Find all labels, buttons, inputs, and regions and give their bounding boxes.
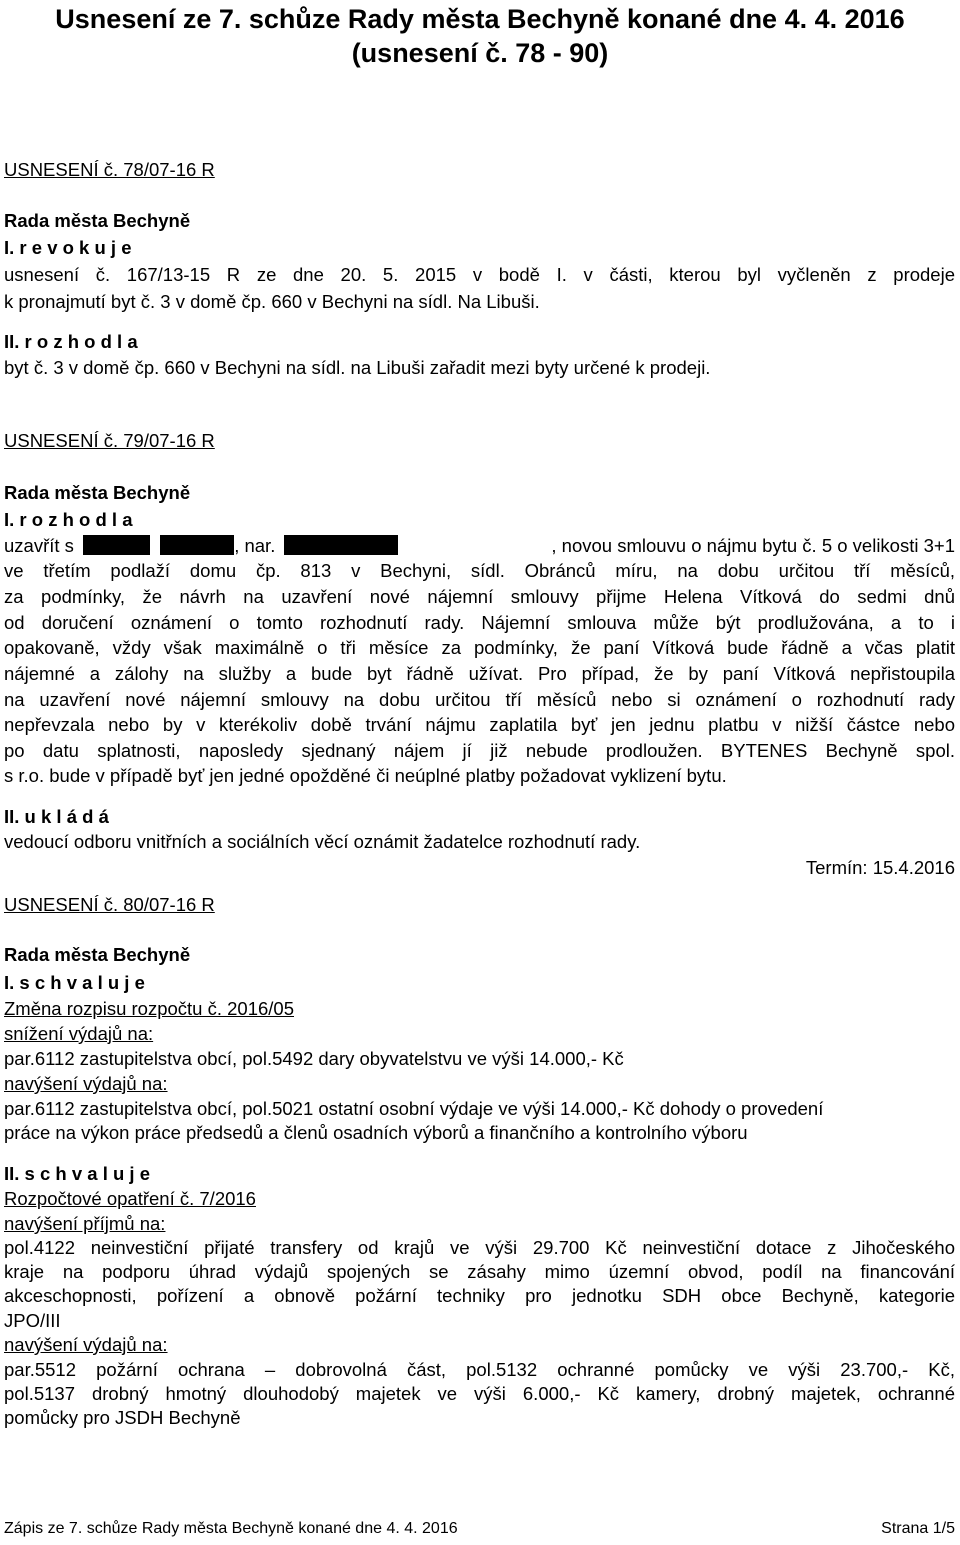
resolution-80-section2-label: II. s c h v a l u j e: [4, 1163, 151, 1184]
resolution-79-text-line: opakovaně, vždy však maximálně o tři měsíce za podmínky, že paní Vítková bude řádně a včas platit: [4, 637, 955, 658]
budget-subheading: navýšení příjmů na:: [4, 1213, 166, 1234]
resolution-80-section2-subtitle: Rozpočtové opatření č. 7/2016: [4, 1188, 256, 1209]
resolution-79-text-line: nepřevzala nebo by v kterékoliv době trvání nájmu zaplatila byť jen jednu platbu v nižší částce nebo: [4, 714, 955, 735]
text-fragment: uzavřít s: [4, 535, 74, 556]
resolution-79-deadline: Termín: 15.4.2016: [805, 857, 955, 878]
resolution-79-text-line: na uzavření nové nájemní smlouvy na dobu určitou tří měsíců nebo si oznámení o rozhodnutí rady: [4, 689, 955, 710]
resolution-79-text-line: s r.o. bude v případě byť jen jedné opožděné či neúplné platby požadovat vyklizení bytu.: [4, 765, 727, 786]
resolution-80-heading: USNESENÍ č. 80/07-16 R: [4, 894, 215, 915]
text-fragment: , novou smlouvu o nájmu bytu č. 5 o velikosti 3+1: [551, 535, 955, 556]
document-title-line2: (usnesení č. 78 - 90): [351, 38, 609, 68]
budget-item: akceschopnosti, pořízení a obnově požární techniky pro jednotku SDH obce Bechyně, kategorie: [4, 1285, 955, 1306]
budget-item: par.6112 zastupitelstva obcí, pol.5492 dary obyvatelstvu ve výši 14.000,- Kč: [4, 1048, 624, 1069]
resolution-79-text-line: za podmínky, že návrh na uzavření nové nájemní smlouvy přijme Helena Vítková do sedmi dnů: [4, 586, 955, 607]
resolution-79-line1: [4, 534, 955, 558]
resolution-79-text-line: ve třetím podlaží domu čp. 813 v Bechyni, sídl. Obránců míru, na dobu určitou tří měsíců,: [4, 560, 955, 581]
budget-item: kraje na podporu úhrad výdajů spojených se zásahy mimo územní obvod, podíl na financování: [4, 1261, 955, 1282]
resolution-79-section2-text: vedoucí odboru vnitřních a sociálních věcí oznámit žadatelce rozhodnutí rady.: [4, 831, 641, 852]
resolution-78-section1-text: k pronajmutí byt č. 3 v domě čp. 660 v Bechyni na sídl. Na Libuši.: [4, 291, 540, 312]
footer-document-info: Zápis ze 7. schůze Rady města Bechyně konané dne 4. 4. 2016: [4, 1520, 458, 1537]
resolution-80-section1-subtitle: Změna rozpisu rozpočtu č. 2016/05: [4, 998, 294, 1019]
resolution-79-council: Rada města Bechyně: [4, 482, 191, 503]
budget-item: par.6112 zastupitelstva obcí, pol.5021 ostatní osobní výdaje ve výši 14.000,- Kč dohody o provedení: [4, 1098, 824, 1119]
redaction-block: [160, 535, 234, 555]
resolution-79-heading: USNESENÍ č. 79/07-16 R: [4, 430, 215, 451]
redaction-block: [83, 535, 150, 555]
resolution-78-heading: USNESENÍ č. 78/07-16 R: [4, 159, 215, 180]
resolution-80-council: Rada města Bechyně: [4, 944, 191, 965]
footer-page-number: Strana 1/5: [881, 1520, 955, 1537]
resolution-79-text-line: od doručení oznámení o tomto rozhodnutí rady. Nájemní smlouva může být prodlužována, a to i: [4, 612, 955, 633]
budget-subheading: navýšení výdajů na:: [4, 1073, 168, 1094]
redaction-block: [284, 535, 398, 555]
resolution-79-section2-label: II. u k l á d á: [4, 806, 109, 827]
budget-item: par.5512 požární ochrana – dobrovolná část, pol.5132 ochranné pomůcky ve výši 23.700,- Kč,: [4, 1359, 955, 1380]
resolution-80-section1-label: I. s c h v a l u j e: [4, 972, 145, 993]
resolution-79-section1-label: I. r o z h o d l a: [4, 509, 133, 530]
text-fragment: , nar.: [234, 535, 276, 556]
resolution-78-section2-label: II. r o z h o d l a: [4, 331, 138, 352]
resolution-78-section2-text: byt č. 3 v domě čp. 660 v Bechyni na sídl. na Libuši zařadit mezi byty určené k prodeji.: [4, 357, 711, 378]
resolution-78-section1-text: usnesení č. 167/13-15 R ze dne 20. 5. 2015 v bodě I. v části, kterou byl vyčleněn z prodeje: [4, 264, 955, 285]
budget-item: pol.4122 neinvestiční přijaté transfery od krajů ve výši 29.700 Kč neinvestiční dotace z Jihočeského: [4, 1237, 955, 1258]
budget-item: pomůcky pro JSDH Bechyně: [4, 1407, 241, 1428]
resolution-79-text-line: nájemné a zálohy na služby a bude byt řádně užívat. Pro případ, že by paní Vítková nepřistoupila: [4, 663, 955, 684]
resolution-78-council: Rada města Bechyně: [4, 210, 191, 231]
resolution-78-section1-label: I. r e v o k u j e: [4, 237, 132, 258]
document-title-line1: Usnesení ze 7. schůze Rady města Bechyně konané dne 4. 4. 2016: [55, 4, 905, 34]
budget-item: práce na výkon práce předsedů a členů osadních výborů a finančního a kontrolního výboru: [4, 1122, 748, 1143]
resolution-79-text-line: po datu splatnosti, naposledy sjednaný nájem jí již nebude prodloužen. BYTENES Bechyně spol.: [4, 740, 955, 761]
budget-subheading: navýšení výdajů na:: [4, 1334, 168, 1355]
budget-subheading: snížení výdajů na:: [4, 1023, 154, 1044]
budget-item: pol.5137 drobný hmotný dlouhodobý majetek ve výši 6.000,- Kč kamery, drobný majetek, ochranné: [4, 1383, 955, 1404]
budget-item: JPO/III: [4, 1310, 61, 1331]
